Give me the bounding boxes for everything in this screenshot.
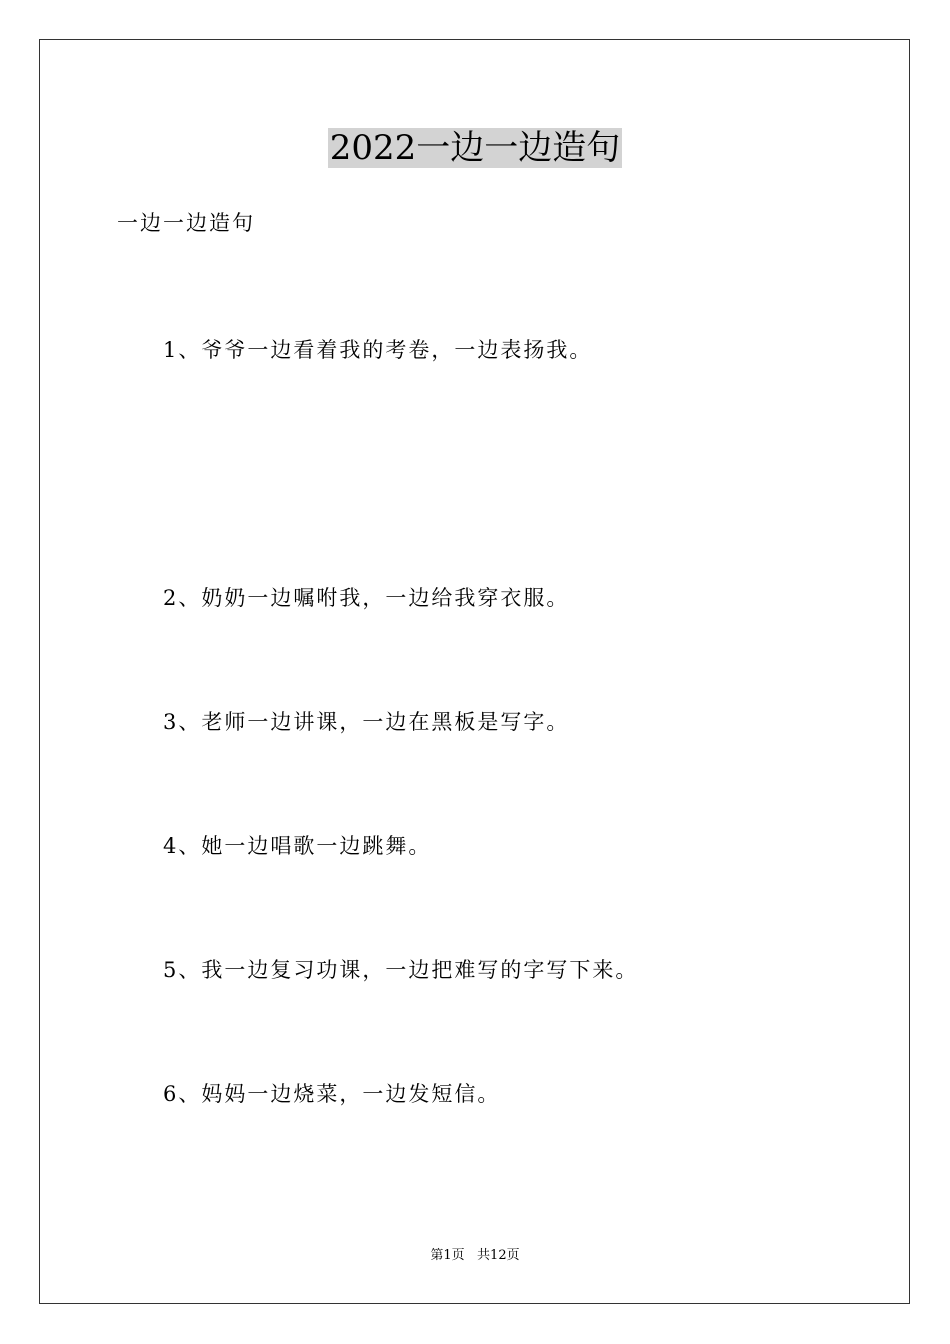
sentence-item: 1、爷爷一边看着我的考卷，一边表扬我。 xyxy=(163,338,593,362)
sentence-item: 4、她一边唱歌一边跳舞。 xyxy=(163,834,432,858)
document-subtitle: 一边一边造句 xyxy=(117,211,255,235)
sentence-item: 5、我一边复习功课，一边把难写的字写下来。 xyxy=(163,958,639,982)
title-container xyxy=(0,128,950,168)
sentence-item: 2、奶奶一边嘱咐我，一边给我穿衣服。 xyxy=(163,586,570,610)
sentence-item: 3、老师一边讲课，一边在黑板是写字。 xyxy=(163,710,570,734)
page-number-footer: 第1页 共12页 xyxy=(430,1248,520,1263)
document-title: 2022一边一边造句 xyxy=(329,128,621,168)
sentence-item: 6、妈妈一边烧菜，一边发短信。 xyxy=(163,1082,501,1106)
